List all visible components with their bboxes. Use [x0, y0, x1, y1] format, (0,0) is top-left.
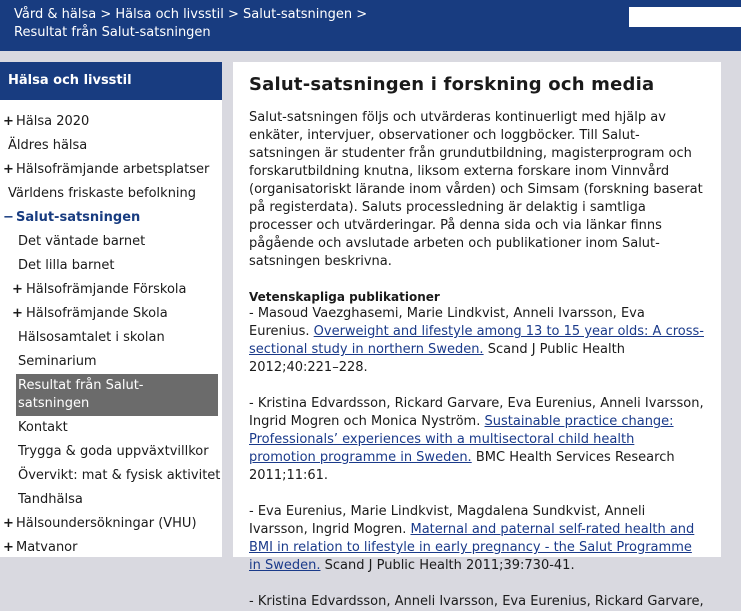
breadcrumb-separator: >	[356, 7, 368, 22]
sidebar-item-label: Hälsa 2020	[16, 114, 90, 129]
sidebar-item-halsoframjande-skola[interactable]	[0, 302, 222, 326]
sidebar-item-salut-satsningen[interactable]	[0, 206, 222, 230]
sidebar-item-det-vantade-barnet[interactable]	[0, 230, 222, 254]
sidebar-item-tandhalsa[interactable]	[0, 488, 222, 512]
sidebar-item-label: Salut-satsningen	[16, 210, 141, 225]
sidebar-item-halsoundersokningar[interactable]	[0, 512, 222, 536]
breadcrumb-item-current: Resultat från Salut-satsningen	[14, 25, 211, 40]
expand-plus-icon[interactable]: +	[3, 162, 14, 177]
sidebar-item-varldens-friskaste[interactable]	[0, 182, 222, 206]
publication-link[interactable]: Sustainable practice change: Professionals’ experiences with a multisectoral child health promotion programme in Sweden.	[249, 414, 674, 465]
intro-paragraph: Salut-satsningen följs och utvärderas kontinuerligt med hjälp av enkäter, intervjuer, observationer och loggböcker. Till Salut-satsningen är studenter från grundutbildning, magisterprogram och forskarutbildning knutna, liksom externa forskare inom Vinnvård (organisatoriskt lärande inom vården) och Simsam (forskning baserat på registerdata). Saluts processledning är delaktig i samtliga processer och utvärderingar. På denna sida och via länkar finns pågående och avslutade arbeten och publikationer inom Salut-satsningen beskrivna.	[249, 110, 703, 269]
sidebar-nav	[0, 100, 222, 560]
sidebar-item-label: Tandhälsa	[18, 492, 83, 507]
sidebar-item-label: Hälsosamtalet i skolan	[18, 330, 165, 345]
expand-plus-icon[interactable]: +	[3, 516, 14, 531]
sidebar-item-label: Det lilla barnet	[18, 258, 115, 273]
publication-citation: Scand J Public Health 2012;40:221–228.	[249, 342, 625, 375]
sidebar-item-label: Seminarium	[18, 354, 97, 369]
breadcrumb	[14, 6, 534, 42]
sidebar-title[interactable]: Hälsa och livsstil	[0, 62, 222, 100]
sidebar-item-label: Hälsofrämjande arbetsplatser	[16, 162, 210, 177]
sidebar	[0, 62, 222, 557]
sidebar-item-halsoframjande-arbetsplatser[interactable]	[0, 158, 222, 182]
publication-item	[249, 503, 705, 575]
sidebar-item-label: Kontakt	[18, 420, 68, 435]
collapse-minus-icon[interactable]: −	[3, 210, 14, 225]
expand-plus-icon[interactable]: +	[3, 114, 14, 129]
breadcrumb-item-vard-halsa[interactable]: Vård & hälsa	[14, 7, 97, 22]
sidebar-item-resultat[interactable]	[16, 374, 218, 416]
publication-link[interactable]: Overweight and lifestyle among 13 to 15 year olds: A cross-sectional study in northern Sweden.	[249, 324, 704, 357]
breadcrumb-item-halsa-livsstil[interactable]: Hälsa och livsstil	[115, 7, 224, 22]
publication-authors: - Kristina Edvardsson, Rickard Garvare, Eva Eurenius, Anneli Ivarsson, Ingrid Mogren och Monica Nyström.	[249, 396, 704, 429]
publication-item	[249, 395, 705, 485]
publication-authors: - Masoud Vaezghasemi, Marie Lindkvist, Anneli Ivarsson, Eva Eurenius.	[249, 306, 645, 339]
sidebar-item-label: Resultat från Salut-satsningen	[18, 378, 144, 411]
sidebar-item-label: Hälsoundersökningar (VHU)	[16, 516, 197, 531]
sidebar-item-label: Äldres hälsa	[8, 138, 88, 153]
sidebar-item-label: Hälsofrämjande Skola	[26, 306, 168, 321]
expand-plus-icon[interactable]: +	[12, 282, 23, 297]
sidebar-item-halsosamtalet[interactable]	[0, 326, 222, 350]
publication-citation: BMC Health Services Research 2011;11:61.	[249, 450, 675, 483]
sidebar-item-label: Världens friskaste befolkning	[8, 186, 197, 201]
sidebar-item-label: Hälsofrämjande Förskola	[26, 282, 187, 297]
breadcrumb-separator: >	[100, 7, 112, 22]
sidebar-item-label: Det väntade barnet	[18, 234, 146, 249]
publication-item	[249, 305, 705, 377]
publication-authors: - Eva Eurenius, Marie Lindkvist, Magdalena Sundkvist, Anneli Ivarsson, Ingrid Mogren.	[249, 504, 646, 537]
publication-link[interactable]: Maternal and paternal self-rated health and BMI in relation to lifestyle in early pregnancy - the Salut Programme in Sweden.	[249, 522, 695, 573]
sidebar-item-aldres-halsa[interactable]	[0, 134, 222, 158]
breadcrumb-separator: >	[228, 7, 239, 22]
search-input[interactable]	[629, 7, 741, 27]
breadcrumb-item-salut[interactable]: Salut-satsningen	[243, 7, 353, 22]
publication-authors: - Kristina Edvardsson, Anneli Ivarsson, Eva Eurenius, Rickard Garvare,	[249, 594, 704, 609]
sidebar-item-label: Matvanor	[16, 540, 78, 555]
sidebar-item-kontakt[interactable]	[0, 416, 222, 440]
sidebar-item-halsa-2020[interactable]	[0, 110, 222, 134]
expand-plus-icon[interactable]: +	[12, 306, 23, 321]
publication-item	[249, 593, 705, 611]
sidebar-item-matvanor[interactable]	[0, 536, 222, 560]
page-title: Salut-satsningen i forskning och media	[249, 74, 655, 95]
sidebar-item-trygga-goda[interactable]	[0, 440, 222, 464]
site-header	[0, 0, 741, 51]
section-heading: Vetenskapliga publikationer	[249, 290, 440, 304]
sidebar-item-seminarium[interactable]	[0, 350, 222, 374]
sidebar-item-overvikt[interactable]	[0, 464, 222, 488]
publication-citation: Scand J Public Health 2011;39:730-41.	[324, 558, 575, 573]
sidebar-item-det-lilla-barnet[interactable]	[0, 254, 222, 278]
main-content	[233, 62, 721, 609]
sidebar-item-label: Övervikt: mat & fysisk aktivitet	[18, 468, 221, 483]
sidebar-item-halsoframjande-forskola[interactable]	[0, 278, 222, 302]
expand-plus-icon[interactable]: +	[3, 540, 14, 555]
sidebar-item-label: Trygga & goda uppväxtvillkor	[18, 444, 209, 459]
